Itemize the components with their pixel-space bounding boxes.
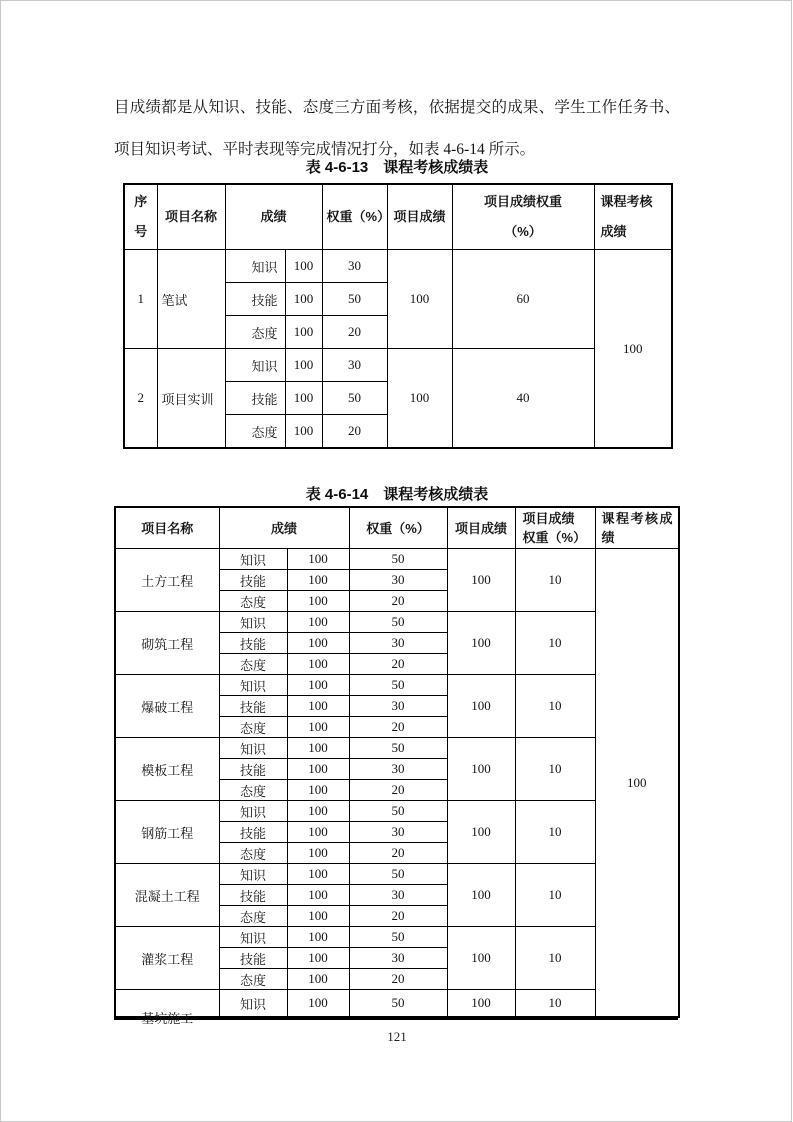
cell-score: 100 xyxy=(287,885,349,906)
cell-score: 100 xyxy=(285,316,322,349)
cell-project-weight: 10 xyxy=(515,927,595,990)
cell-score: 100 xyxy=(287,654,349,675)
cell-attr-label: 知识 xyxy=(219,612,287,633)
cell-project-weight: 40 xyxy=(452,349,594,449)
cell-project-weight: 10 xyxy=(515,738,595,801)
cell-weight: 50 xyxy=(349,549,447,570)
header-course-score: 课程考核成绩 xyxy=(594,184,672,250)
cell-score: 100 xyxy=(287,759,349,780)
cell-project-score: 100 xyxy=(447,927,515,990)
cell-attr-label: 态度 xyxy=(219,717,287,738)
cell-attr-label: 知识 xyxy=(225,250,285,283)
cell-weight: 20 xyxy=(349,843,447,864)
cell-score: 100 xyxy=(287,633,349,654)
cell-project-name: 模板工程 xyxy=(115,738,219,801)
cell-project-name: 爆破工程 xyxy=(115,675,219,738)
cell-score: 100 xyxy=(287,612,349,633)
cell-project-score: 100 xyxy=(387,250,452,349)
cell-score: 100 xyxy=(285,415,322,449)
cell-score: 100 xyxy=(287,906,349,927)
table1-header-row xyxy=(124,184,672,250)
table1-body xyxy=(124,250,672,449)
cell-project-name: 砌筑工程 xyxy=(115,612,219,675)
cell-weight: 20 xyxy=(322,415,387,449)
cell-weight: 30 xyxy=(349,948,447,969)
cell-score: 100 xyxy=(287,822,349,843)
cell-attr-label: 知识 xyxy=(219,801,287,822)
cell-project-weight: 10 xyxy=(515,612,595,675)
cell-score: 100 xyxy=(287,738,349,759)
cell-attr-label: 知识 xyxy=(219,864,287,885)
cell-attr-label: 技能 xyxy=(219,696,287,717)
cell-weight: 50 xyxy=(349,801,447,822)
clipped-project-name: 基坑施工 xyxy=(141,1011,194,1026)
cell-attr-label: 技能 xyxy=(219,822,287,843)
cell-attr-label: 技能 xyxy=(225,382,285,415)
header-project-weight xyxy=(515,507,595,549)
cell-weight: 30 xyxy=(349,885,447,906)
cell-weight: 20 xyxy=(349,717,447,738)
cell-attr-label: 技能 xyxy=(219,885,287,906)
cell-project-score: 100 xyxy=(447,738,515,801)
cell-course-score: 100 xyxy=(595,549,679,1018)
cell-project-weight: 10 xyxy=(515,549,595,612)
cell-weight: 30 xyxy=(322,349,387,382)
cell-project-name: 土方工程 xyxy=(115,549,219,612)
cell-index: 2 xyxy=(124,349,157,449)
header-project-name: 项目名称 xyxy=(157,184,225,250)
cell-score: 100 xyxy=(287,549,349,570)
cell-attr-label: 技能 xyxy=(219,633,287,654)
cell-project-weight: 10 xyxy=(515,990,595,1018)
cell-weight: 50 xyxy=(349,675,447,696)
cell-project-score: 100 xyxy=(447,675,515,738)
table2-header-row xyxy=(115,507,679,549)
cell-score: 100 xyxy=(287,948,349,969)
cell-weight: 50 xyxy=(349,612,447,633)
cell-project-name: 笔试 xyxy=(157,250,225,349)
cell-attr-label: 技能 xyxy=(219,570,287,591)
course-assessment-table-4-6-14 xyxy=(114,506,680,1026)
table-row xyxy=(115,990,679,1018)
cell-attr-label: 态度 xyxy=(225,415,285,449)
header-course-score: 课程考核成绩 xyxy=(595,507,679,549)
table-row xyxy=(115,801,679,822)
cell-weight: 30 xyxy=(349,570,447,591)
cell-attr-label: 技能 xyxy=(225,283,285,316)
cell-project-weight: 10 xyxy=(515,801,595,864)
page-number: 121 xyxy=(387,1029,407,1044)
table2-body xyxy=(115,549,679,1026)
cell-weight: 50 xyxy=(322,382,387,415)
cell-project-name xyxy=(115,990,219,1026)
cell-weight: 50 xyxy=(349,738,447,759)
cell-weight: 50 xyxy=(349,927,447,948)
cell-score: 100 xyxy=(287,969,349,990)
cell-weight: 30 xyxy=(349,759,447,780)
cell-score: 100 xyxy=(287,843,349,864)
cell-attr-label: 技能 xyxy=(219,759,287,780)
cell-weight: 20 xyxy=(349,654,447,675)
cell-attr-label: 态度 xyxy=(219,654,287,675)
cell-weight: 20 xyxy=(349,780,447,801)
paragraph-line-1: 目成绩都是从知识、技能、态度三方面考核，依据提交的成果、学生工作任务书、 xyxy=(114,99,680,116)
cell-score: 100 xyxy=(287,990,349,1018)
cell-weight: 20 xyxy=(349,906,447,927)
table1-caption: 表 4-6-13 课程考核成绩表 xyxy=(305,159,489,176)
cell-attr-label: 知识 xyxy=(219,549,287,570)
header-weight: 权重（%） xyxy=(322,184,387,250)
cell-weight: 20 xyxy=(349,969,447,990)
cell-score: 100 xyxy=(287,801,349,822)
cell-weight: 20 xyxy=(349,591,447,612)
table-row xyxy=(115,927,679,948)
cell-score: 100 xyxy=(285,349,322,382)
header-weight: 权重（%） xyxy=(349,507,447,549)
course-assessment-table-4-6-13 xyxy=(123,183,673,449)
cell-attr-label: 知识 xyxy=(225,349,285,382)
cell-score: 100 xyxy=(285,283,322,316)
cell-attr-label: 态度 xyxy=(219,780,287,801)
paragraph-line-2: 项目知识考试、平时表现等完成情况打分，如表 4-6-14 所示。 xyxy=(114,141,536,158)
cell-project-name: 灌浆工程 xyxy=(115,927,219,990)
header-project-weight-line1: 项目成绩 xyxy=(522,511,575,526)
header-index: 序号 xyxy=(124,184,157,250)
cell-project-name: 钢筋工程 xyxy=(115,801,219,864)
header-project-weight-line1: 项目成绩权重 xyxy=(484,194,563,209)
header-project-name: 项目名称 xyxy=(115,507,219,549)
cell-score: 100 xyxy=(287,591,349,612)
cell-project-score: 100 xyxy=(447,612,515,675)
cell-index: 1 xyxy=(124,250,157,349)
cell-weight: 50 xyxy=(349,864,447,885)
cell-project-weight: 10 xyxy=(515,864,595,927)
header-score: 成绩 xyxy=(219,507,349,549)
cell-attr-label: 态度 xyxy=(225,316,285,349)
cell-score: 100 xyxy=(287,570,349,591)
header-project-score: 项目成绩 xyxy=(387,184,452,250)
cell-weight: 30 xyxy=(349,822,447,843)
header-score: 成绩 xyxy=(225,184,322,250)
cell-attr-label: 知识 xyxy=(219,990,287,1018)
cell-project-name: 项目实训 xyxy=(157,349,225,449)
cell-score: 100 xyxy=(287,717,349,738)
header-project-weight-line2: （%） xyxy=(504,224,542,239)
header-project-weight-line2: 权重（%） xyxy=(522,530,587,545)
cell-score: 100 xyxy=(287,696,349,717)
table-row xyxy=(115,549,679,570)
table-row xyxy=(115,612,679,633)
cell-project-score: 100 xyxy=(447,864,515,927)
cell-project-score: 100 xyxy=(447,990,515,1018)
cell-weight: 50 xyxy=(322,283,387,316)
cell-course-score: 100 xyxy=(594,250,672,449)
cell-attr-label: 态度 xyxy=(219,969,287,990)
cell-score: 100 xyxy=(287,780,349,801)
cell-project-score: 100 xyxy=(447,549,515,612)
cell-weight: 20 xyxy=(322,316,387,349)
cell-weight: 30 xyxy=(322,250,387,283)
cell-project-score: 100 xyxy=(387,349,452,449)
cell-project-name: 混凝土工程 xyxy=(115,864,219,927)
cell-weight: 30 xyxy=(349,696,447,717)
cell-attr-label: 知识 xyxy=(219,927,287,948)
cell-attr-label: 知识 xyxy=(219,738,287,759)
cell-score: 100 xyxy=(287,675,349,696)
cell-project-weight: 60 xyxy=(452,250,594,349)
header-project-score: 项目成绩 xyxy=(447,507,515,549)
cell-weight: 50 xyxy=(349,990,447,1018)
table-row xyxy=(124,349,672,382)
table2-clip-region xyxy=(114,506,678,1026)
header-project-weight xyxy=(452,184,594,250)
cell-attr-label: 态度 xyxy=(219,591,287,612)
table-row xyxy=(124,250,672,283)
cell-project-weight: 10 xyxy=(515,675,595,738)
cell-attr-label: 技能 xyxy=(219,948,287,969)
table-row xyxy=(115,864,679,885)
table2-caption: 表 4-6-14 课程考核成绩表 xyxy=(305,486,489,503)
cell-score: 100 xyxy=(285,382,322,415)
cell-attr-label: 知识 xyxy=(219,675,287,696)
cell-attr-label: 态度 xyxy=(219,906,287,927)
cell-score: 100 xyxy=(285,250,322,283)
cell-attr-label: 态度 xyxy=(219,843,287,864)
cell-score: 100 xyxy=(287,927,349,948)
cell-project-score: 100 xyxy=(447,801,515,864)
table-row xyxy=(115,675,679,696)
table-row xyxy=(115,738,679,759)
cell-score: 100 xyxy=(287,864,349,885)
cell-weight: 30 xyxy=(349,633,447,654)
